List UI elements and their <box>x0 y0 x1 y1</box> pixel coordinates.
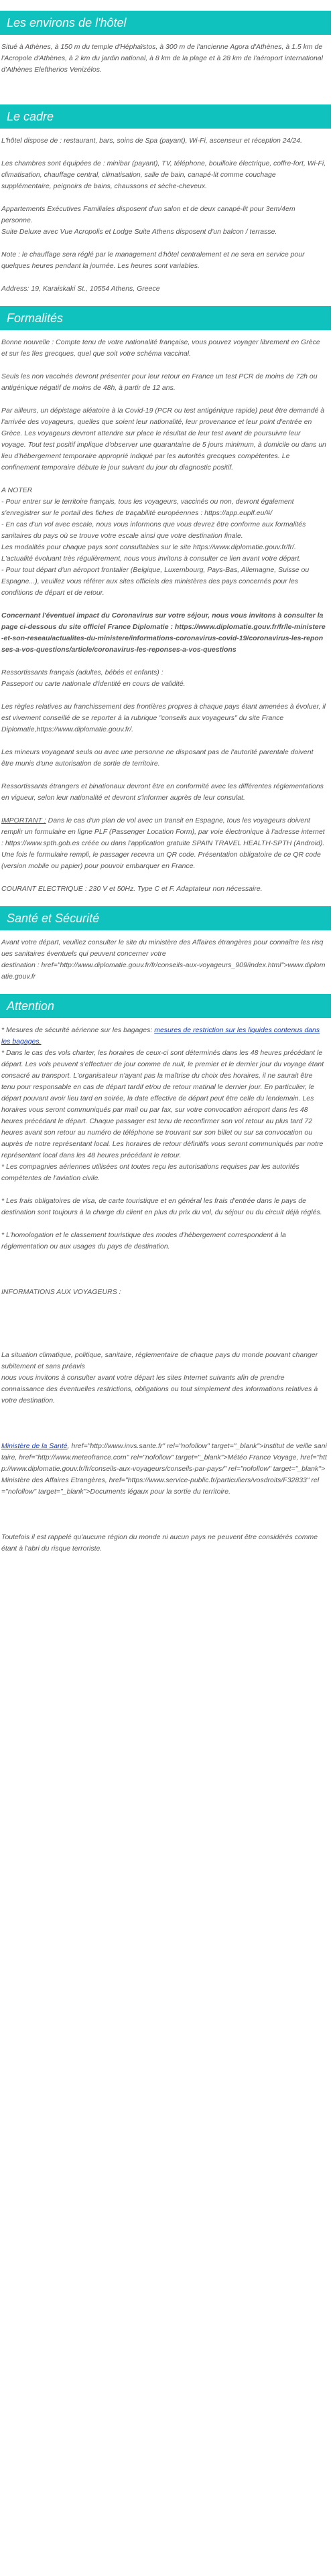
section-sante <box>0 906 331 983</box>
formalites-documents: Ressortissants français (adultes, bébés et enfants) : Passeport ou carte nationale d'identité en cours de validité. <box>1 668 186 688</box>
attention-homologation: * L'homologation et le classement touristique des modes d'hébergement correspondent à la réglementation ou aux usages du pays de destination. <box>1 1231 286 1250</box>
luggage-prefix: * Mesures de sécurité aérienne sur les bagages: <box>1 1026 155 1034</box>
cadre-facilities: L'hôtel dispose de : restaurant, bars, soins de Spa (payant), Wi-Fi, ascenseur et réception 24/24. <box>1 137 302 145</box>
formalites-important <box>1 815 327 872</box>
attention-info-title: INFORMATIONS AUX VOYAGEURS : <box>1 1288 121 1296</box>
formalites-rules: Les règles relatives au franchissement des frontières propres à chaque pays étant amenées à évoluer, il est vivement conseillé de se reporter à la rubrique "conseils aux voyageurs" du site France Diplomatie,https://www.diplomatie.gouv.fr/. <box>1 703 326 733</box>
section-title-attention: Attention <box>0 994 331 1018</box>
section-formalites <box>0 306 331 895</box>
attention-visa: * Les frais obligatoires de visa, de carte touristique et en général les frais d'entrée dans le pays de destination sont toujours à la charge du client en plus du prix du vol, du séjour ou du circuit déjà réglés. <box>1 1197 322 1216</box>
important-label: IMPORTANT : <box>1 816 46 825</box>
formalites-vaccination: Bonne nouvelle : Compte tenu de votre nationalité française, vous pouvez voyager librement en Grèce et sur les îles grecques, quel que soit votre schéma vaccinal. <box>1 338 320 358</box>
attention-links <box>1 1441 327 1498</box>
section-cadre <box>0 104 331 295</box>
links-text: , href="http://www.invs.sante.fr" rel="nofollow" target="_blank">Institut de veille sanitaire, href="http://www.meteofrance.com" rel="nofollow" target="_blank">Météo France Voyage, href="http://www.diplomatie.gouv.fr/fr/conseils-aux-voyageurs/conseils-par-pays/" rel="nofollow" target="_blank">Ministère des Affaires Etrangères, href="https://www.service-public.fr/particuliers/vosdroits/F32833" rel="nofollow" target="_blank">Documents légaux pour la sortie du territoire. <box>1 1442 327 1496</box>
sante-text: Avant votre départ, veuillez consulter le site du ministère des Affaires étrangères pour connaître les risques sanitaires éventuels qui peuvent concerner votre destination : href="http://www.diplomatie.gouv.fr/fr/conseils-aux-voyageurs_909/index.html">www.diplomatie.gouv.fr <box>1 938 326 981</box>
attention-terrorism: Toutefois il est rappelé qu'aucune région du monde ni aucun pays ne peuvent être considérés comme étant à l'abri du risque terroriste. <box>1 1533 318 1553</box>
cadre-apartments: Appartements Exécutives Familiales disposent d'un salon et de deux canapé-lit pour 3em/4em personne. Suite Deluxe avec Vue Acropolis et Lodge Suite Athens disposent d'un balcon / terrasse. <box>1 205 295 236</box>
cadre-note: Note : le chauffage sera réglé par le management d'hôtel centralement et ne sera en service pour quelques heures pendant la journée. Les heures sont variables. <box>1 251 305 270</box>
formalites-minors: Les mineurs voyageant seuls ou avec une personne ne disposant pas de l'autorité parentale doivent être munis d'une autorisation de sortie de territoire. <box>1 748 314 768</box>
liquids-restriction-link[interactable]: mesures de restriction sur les liquides contenus dans les bagages. <box>1 1026 320 1046</box>
formalites-a-noter: A NOTER - Pour entrer sur le territoire français, tous les voyageurs, vaccinés ou non, devront également s'enregistrer sur le portail des fiches de traçabilité européennes : https://app.euplf.eu/#/ - En cas d'un vol avec escale, nous vous informons que vous devrez être conforme aux formalités sanitaires du pays où se trouve votre escale ainsi que votre destination finale. Les modalités pour chaque pays sont consultables sur le site https://www.diplomatie.gouv.fr/fr/. L'actualité évoluant très régulièrement, nous vous invitons à consulter ce lien avant votre départ. - Pour tout départ d'un aéroport frontalier (Belgique, Luxembourg, Pays-Bas, Allemagne, Suisse ou Espagne...), veuillez vous référer aux sites officiels des ministères des pays concernés pour les conditions de départ et de retour. <box>1 486 310 597</box>
section-title-cadre: Le cadre <box>0 104 331 129</box>
formalites-foreigners: Ressortissants étrangers et binationaux devront être en conformité avec les différentes réglementations en vigueur, selon leur nationalité et devront s'informer auprès de leur consulat. <box>1 782 324 802</box>
attention-climate: La situation climatique, politique, sanitaire, réglementaire de chaque pays du monde pouvant changer subitement et sans préavis nous vous invitons à consulter avant votre départ les sites Internet suivants afin de prendre connaissance des éventuelles restrictions, obligations ou tout simplement des informations relatives à votre destination. <box>1 1351 318 1405</box>
formalites-screening: Par ailleurs, un dépistage aléatoire à la Covid-19 (PCR ou test antigénique rapide) peut être demandé à l'arrivée des voyageurs, quelles que soient leur nationalité, leur provenance et leur point d'entrée en Grèce. Les voyageurs devront attendre sur place le résultat de leur test avant de poursuivre leur voyage. Tout test positif implique d'observer une quarantaine de 5 jours minimum, à domicile ou dans un lieu d'hébergement temporaire approprié indiqué par les autorités grecques compétentes. Le confinement temporaire débute le jour suivant du jour du diagnostic positif. <box>1 407 326 472</box>
formalites-electric: COURANT ELECTRIQUE : 230 V et 50Hz. Type C et F. Adaptateur non nécessaire. <box>1 885 263 893</box>
ministere-sante-link[interactable]: Ministère de la Santé <box>1 1442 68 1450</box>
section-title-formalites: Formalités <box>0 306 331 330</box>
important-text: Dans le cas d'un plan de vol avec un transit en Espagne, tous les voyageurs doivent remplir un formulaire en ligne PLF (Passenger Location Form), par voie électronique à l'adresse internet : https://www.spth.gob.es créée ou dans l'application gratuite SPAIN TRAVEL HEALTH-SPTH (Android). Une fois le formulaire rempli, le passager recevra un QR code. Présentation obligatoire de ce QR code (version mobile ou papier) pour pouvoir embarquer en France. <box>1 816 325 870</box>
formalites-coronavirus: Concernant l'éventuel impact du Coronavirus sur votre séjour, nous vous invitons à consulter la page ci-dessous du site officiel France Diplomatie : https://www.diplomatie.gouv.fr/fr/le-ministere-et-son-reseau/actualites-du-ministere/informations-coronavirus-covid-19/coronavirus-les-reponses-a-vos-questions/article/coronavirus-les-reponses-a-vos-questions <box>1 612 326 654</box>
cadre-rooms: Les chambres sont équipées de : minibar (payant), TV, téléphone, bouilloire électrique, coffre-fort, Wi-Fi, climatisation, chauffage central, climatisation, salle de bain, canapé-lit comme couchage supplémentaire, peignoirs de bains, chaussons et sèche-cheveux. <box>1 159 326 190</box>
section-title-environs: Les environs de l'hôtel <box>0 11 331 35</box>
attention-luggage <box>1 1025 327 1184</box>
environs-text: Situé à Athènes, à 150 m du temple d'Héphaïstos, à 300 m de l'ancienne Agora d'Athènes, à 1.5 km de l'Acropole d'Athènes, à 2 km du jardin national, à 8 km de la plage et à 28 km de l'aéroport international d'Athènes Eleftherios Venizélos. <box>1 43 323 74</box>
formalites-test: Seuls les non vaccinés devront présenter pour leur retour en France un test PCR de moins de 72h ou antigénique négatif de moins de 48h, à partir de 12 ans. <box>1 372 318 392</box>
section-environs <box>0 11 331 76</box>
cadre-address: Address: 19, Karaiskaki St., 10554 Athens, Greece <box>1 285 160 293</box>
section-attention <box>0 994 331 1555</box>
charter-text: * Dans le cas des vols charter, les horaires de ceux-ci sont déterminés dans les 48 heures précédant le départ. Les vols peuvent s'effectuer de jour comme de nuit, le premier et le dernier jour du voyage étant consacré au transport. L'organisateur n'ayant pas la maîtrise du choix des horaires, il ne saurait être tenu pour responsable en cas de départ tardif et/ou de retour matinal le dernier jour. En particulier, le départ pouvant avoir lieu tard en soirée, la date effective de départ peut être celle du lendemain. Les horaires vous seront communiqués par mail ou par fax, sur votre convocation aéroport dans les 48 heures précédant le départ. Chaque passager est tenu de reconfirmer son vol retour au plus tard 72 heures avant son retour au numéro de téléphone se trouvant sur son billet ou sur sa convocation ou auprès de notre représentant local. Les horaires de retour définitifs vous seront communiqués par notre représentant local dans les 48 heures précédant le retour. * Les compagnies aériennes utilisées ont toutes reçu les autorisations requises par les autorités compétentes de l'aviation civile. <box>1 1049 324 1182</box>
section-title-sante: Santé et Sécurité <box>0 906 331 930</box>
